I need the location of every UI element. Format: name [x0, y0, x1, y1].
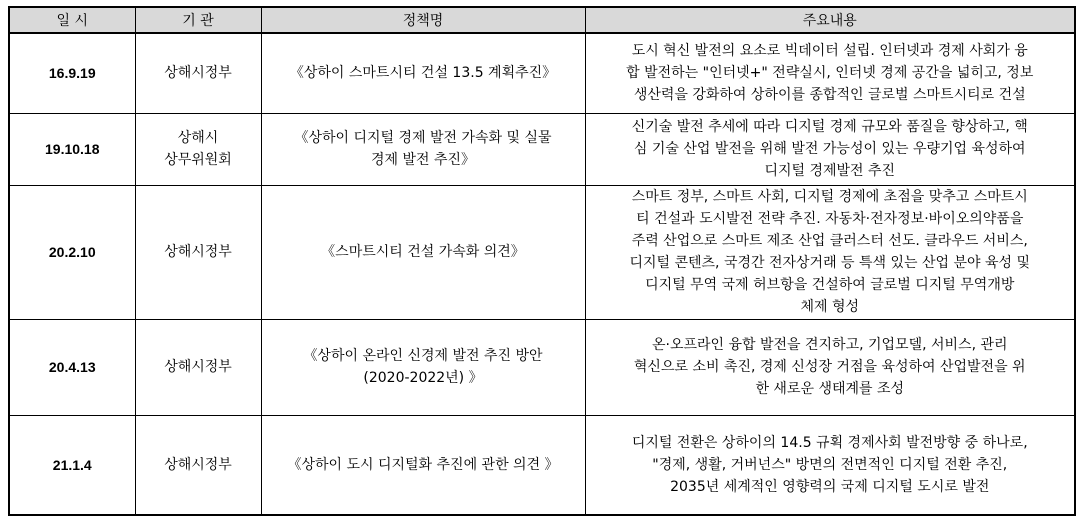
agency-cell	[135, 319, 261, 415]
agency-cell	[135, 185, 261, 319]
agency-cell	[135, 415, 261, 515]
header-policy: 정책명	[261, 7, 585, 33]
policy-cell	[261, 185, 585, 319]
date-cell: 21.1.4	[9, 415, 135, 515]
header-agency: 기 관	[135, 7, 261, 33]
content-line: 신기술 발전 추세에 따라 디지털 경제 규모와 품질을 향상하고, 핵	[631, 119, 1028, 135]
policy-line: (2020-2022년) 》	[363, 370, 483, 386]
policy-line: 《상하이 스마트시티 건설 13.5 계획추진》	[289, 65, 557, 82]
policy-line: 《상하이 도시 디지털화 추진에 관한 의견 》	[287, 456, 559, 473]
content-line: 디지털 콘텐츠, 국경간 전자상거래 등 특색 있는 산업 분야 육성 및	[629, 255, 1031, 271]
table-header-row	[9, 7, 1075, 33]
content-line: 온·오프라인 융합 발전을 견지하고, 기업모델, 서비스, 관리	[651, 337, 1008, 353]
header-content: 주요내용	[585, 7, 1075, 33]
date-cell: 19.10.18	[9, 113, 135, 185]
agency-line: 상해시정부	[164, 456, 232, 473]
content-line: 합 발전하는 "인터넷+" 전략실시, 인터넷 경제 공간을 넓히고, 정보	[626, 65, 1034, 82]
date-cell: 16.9.19	[9, 33, 135, 113]
content-cell	[585, 33, 1075, 113]
policy-line: 경제 발전 추진》	[370, 152, 476, 168]
date-cell: 20.2.10	[9, 185, 135, 319]
policy-cell	[261, 415, 585, 515]
policy-cell	[261, 33, 585, 113]
policy-cell	[261, 113, 585, 185]
header-date: 일 시	[9, 7, 135, 33]
content-cell	[585, 415, 1075, 515]
content-line: "경제, 생활, 거버넌스" 방면의 전면적인 디지털 전환 추진,	[652, 456, 1008, 473]
content-line: 한 새로운 생태계를 조성	[755, 381, 905, 397]
content-line: 스마트 정부, 스마트 사회, 디지털 경제에 초점을 맞추고 스마트시	[631, 189, 1028, 205]
content-cell	[585, 185, 1075, 319]
content-line: 티 건설과 도시발전 전략 추진. 자동차·전자정보·바이오의약품을	[636, 211, 1024, 227]
content-line: 디지털 전환은 상하이의 14.5 규획 경제사회 발전방향 중 하나로,	[631, 434, 1028, 451]
table-row	[9, 319, 1075, 415]
content-cell	[585, 319, 1075, 415]
policy-cell	[261, 319, 585, 415]
policy-line: 《상하이 온라인 신경제 발전 추진 방안	[303, 348, 543, 364]
agency-cell	[135, 33, 261, 113]
content-line: 체제 형성	[800, 299, 860, 315]
agency-line: 상해시정부	[164, 65, 232, 82]
content-line: 디지털 무역 국제 허브항을 건설하여 글로벌 디지털 무역개방	[645, 277, 1015, 293]
table-row	[9, 33, 1075, 113]
content-line: 혁신으로 소비 촉진, 경제 신성장 거점을 육성하여 산업발전을 위	[633, 359, 1026, 375]
table-row	[9, 415, 1075, 515]
table-row	[9, 113, 1075, 185]
content-line: 심 기술 산업 발전을 위해 발전 가능성이 있는 우량기업 육성하여	[633, 141, 1026, 157]
agency-line: 상무위원회	[164, 152, 232, 168]
policy-line: 《상하이 디지털 경제 발전 가속화 및 실물	[294, 130, 552, 146]
content-cell	[585, 113, 1075, 185]
table-row	[9, 185, 1075, 319]
policy-line: 《스마트시티 건설 가속화 의견》	[321, 244, 525, 260]
content-line: 주력 산업으로 스마트 제조 산업 클러스터 선도. 클라우드 서비스,	[631, 233, 1028, 249]
agency-line: 상해시	[177, 130, 219, 146]
content-line: 디지털 경제발전 추진	[764, 163, 896, 179]
content-line: 도시 혁신 발전의 요소로 빅데이터 설립. 인터넷과 경제 사회가 융	[631, 43, 1028, 60]
agency-line: 상해시정부	[164, 244, 232, 260]
agency-cell	[135, 113, 261, 185]
date-cell: 20.4.13	[9, 319, 135, 415]
policy-table	[8, 6, 1076, 516]
agency-line: 상해시정부	[164, 359, 232, 375]
content-line: 2035년 세계적인 영향력의 국제 디지털 도시로 발전	[670, 478, 990, 495]
content-line: 생산력을 강화하여 상하이를 종합적인 글로벌 스마트시티로 건설	[633, 87, 1026, 104]
